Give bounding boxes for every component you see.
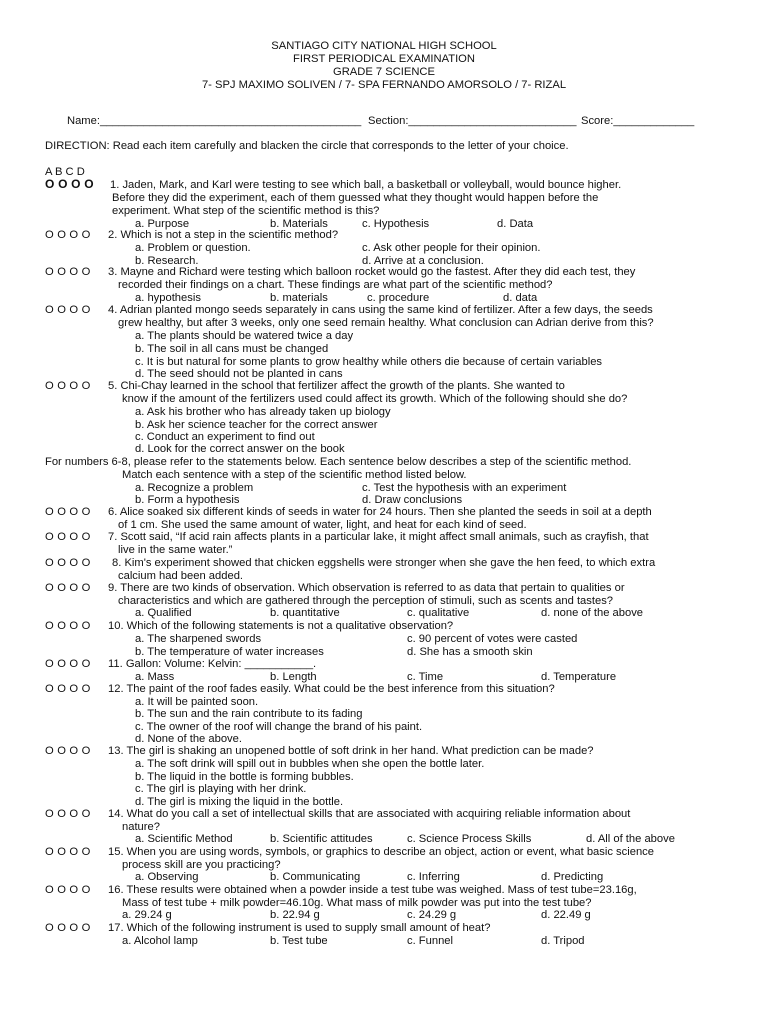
choice-b: b. 22.94 g <box>270 909 320 921</box>
question-3: 3. Mayne and Richard were testing which balloon rocket would go the fastest. After they did each test, they <box>108 266 636 278</box>
answer-bubbles[interactable]: O O O O <box>45 922 91 934</box>
choice-c: c. The owner of the roof will change the brand of his paint. <box>135 721 423 733</box>
choice-d: d. None of the above. <box>135 733 242 745</box>
choice-d: d. The girl is mixing the liquid in the bottle. <box>135 796 344 808</box>
choice-c: c. Science Process Skills <box>407 833 532 845</box>
choice-b: b. Form a hypothesis <box>135 494 240 506</box>
question-17: 17. Which of the following instrument is used to supply small amount of heat? <box>108 922 491 934</box>
direction: DIRECTION: Read each item carefully and blacken the circle that corresponds to the letter of your choice. <box>45 140 569 152</box>
question-3-cont: recorded their findings on a chart. These findings are what part of the scientific method? <box>118 279 553 291</box>
question-14: 14. What do you call a set of intellectual skills that are associated with acquiring reliable information about <box>108 808 631 820</box>
question-11: 11. Gallon: Volume: Kelvin: ___________. <box>108 658 317 670</box>
choice-a: a. It will be painted soon. <box>135 696 259 708</box>
choice-c: c. Hypothesis <box>362 218 430 230</box>
answer-bubbles[interactable]: O O O O <box>45 846 91 858</box>
answer-bubbles[interactable]: O O O O <box>45 582 91 594</box>
choice-c: c. Ask other people for their opinion. <box>362 242 541 254</box>
choice-b: b. The soil in all cans must be changed <box>135 343 329 355</box>
choice-b: b. The sun and the rain contribute to its fading <box>135 708 363 720</box>
section-list: 7- SPJ MAXIMO SOLIVEN / 7- SPA FERNANDO AMORSOLO / 7- RIZAL <box>201 79 567 91</box>
choice-d: d. Predicting <box>541 871 604 883</box>
choice-a: a. Qualified <box>135 607 192 619</box>
choice-a: a. The sharpened swords <box>135 633 262 645</box>
choice-d: d. Tripod <box>541 935 585 947</box>
question-7: 7. Scott said, “If acid rain affects plants in a particular lake, it might affect small animals, such as crayfish, that <box>108 531 649 543</box>
question-5: 5. Chi-Chay learned in the school that fertilizer affect the growth of the plants. She wanted to <box>108 380 565 392</box>
name-field[interactable]: Name:__________________________________________ <box>67 115 362 127</box>
question-1-cont: Before they did the experiment, each of them guessed what they thought would happen before the <box>112 192 599 204</box>
answer-bubbles[interactable]: O O O O <box>45 557 91 569</box>
choice-d: d. All of the above <box>586 833 675 845</box>
answer-bubbles[interactable]: O O O O <box>45 531 91 543</box>
choice-c: c. qualitative <box>407 607 470 619</box>
choice-b: b. Scientific attitudes <box>270 833 373 845</box>
answer-bubbles[interactable]: O O O O <box>45 808 91 820</box>
answer-key-header: A B C D <box>45 166 85 178</box>
choice-a: a. The plants should be watered twice a day <box>135 330 354 342</box>
question-12: 12. The paint of the roof fades easily. What could be the best inference from this situation? <box>108 683 555 695</box>
answer-bubbles[interactable]: O O O O <box>45 304 91 316</box>
score-field[interactable]: Score:_____________ <box>581 115 695 127</box>
question-6: 6. Alice soaked six different kinds of seeds in water for 24 hours. Then she planted the seeds in soil at a depth <box>108 506 652 518</box>
question-4: 4. Adrian planted mongo seeds separately in cans using the same kind of fertilizer. After a few days, the seeds <box>108 304 653 316</box>
choice-c: c. Test the hypothesis with an experiment <box>362 482 567 494</box>
question-8-cont: calcium had been added. <box>118 570 244 582</box>
choice-d: d. data <box>503 292 538 304</box>
choice-b: b. Research. <box>135 255 199 267</box>
question-8: 8. Kim's experiment showed that chicken eggshells were stronger when she gave the hen feed, to which extra <box>112 557 656 569</box>
choice-b: b. Communicating <box>270 871 361 883</box>
choice-a: a. Purpose <box>135 218 190 230</box>
choice-a: a. Observing <box>135 871 199 883</box>
choice-c: c. 90 percent of votes were casted <box>407 633 578 645</box>
choice-a: a. The soft drink will spill out in bubbles when she open the bottle later. <box>135 758 485 770</box>
question-15-cont: process skill are you practicing? <box>122 859 281 871</box>
choice-c: c. procedure <box>367 292 430 304</box>
match-instructions: For numbers 6-8, please refer to the statements below. Each sentence below describes a step of the scientific method. <box>45 456 632 468</box>
answer-bubbles[interactable]: O O O O <box>45 229 91 241</box>
choice-b: b. The temperature of water increases <box>135 646 324 658</box>
choice-b: b. Test tube <box>270 935 328 947</box>
choice-c: c. Funnel <box>407 935 454 947</box>
choice-d: d. The seed should not be planted in cans <box>135 368 343 380</box>
question-9: 9. There are two kinds of observation. Which observation is referred to as data that pertain to qualities or <box>108 582 625 594</box>
choice-b: b. materials <box>270 292 328 304</box>
choice-b: b. Length <box>270 671 317 683</box>
choice-c: c. Time <box>407 671 444 683</box>
answer-bubbles[interactable]: O O O O <box>45 745 91 757</box>
choice-a: a. Recognize a problem <box>135 482 254 494</box>
match-instructions-cont: Match each sentence with a step of the scientific method listed below. <box>122 469 467 481</box>
question-9-cont: characteristics and which are gathered through the perception of stimuli, such as scents and tastes? <box>118 595 614 607</box>
choice-a: a. Scientific Method <box>135 833 233 845</box>
choice-d: d. 22.49 g <box>541 909 591 921</box>
answer-bubbles[interactable]: O O O O <box>45 380 91 392</box>
choice-d: d. Look for the correct answer on the book <box>135 443 345 455</box>
answer-bubbles[interactable]: O O O O <box>45 884 91 896</box>
exam-title: FIRST PERIODICAL EXAMINATION <box>293 53 475 65</box>
question-5-cont: know if the amount of the fertilizers used could affect its growth. Which of the following should she do? <box>122 393 628 405</box>
choice-c: c. It is but natural for some plants to grow healthy while others die because of certain variables <box>135 356 603 368</box>
choice-b: b. Ask her science teacher for the correct answer <box>135 419 378 431</box>
answer-bubbles[interactable]: O O O O <box>45 658 91 670</box>
answer-bubbles[interactable]: O O O O <box>45 177 94 191</box>
choice-c: c. 24.29 g <box>407 909 457 921</box>
question-4-cont: grew healthy, but after 3 weeks, only one seed remain healthy. What conclusion can Adrian derive from this? <box>118 317 654 329</box>
section-field[interactable]: Section:___________________________ <box>368 115 577 127</box>
question-10: 10. Which of the following statements is not a qualitative observation? <box>108 620 454 632</box>
question-1-cont: experiment. What step of the scientific method is this? <box>112 205 380 217</box>
answer-bubbles[interactable]: O O O O <box>45 683 91 695</box>
choice-d: d. Temperature <box>541 671 617 683</box>
choice-a: a. Problem or question. <box>135 242 251 254</box>
choice-a: a. hypothesis <box>135 292 201 304</box>
question-14-cont: nature? <box>122 821 160 833</box>
question-1: 1. Jaden, Mark, and Karl were testing to see which ball, a basketball or volleyball, would bounce higher. <box>110 179 622 191</box>
question-16-cont: Mass of test tube + milk powder=46.10g. What mass of milk powder was put into the test tube? <box>122 897 592 909</box>
answer-bubbles[interactable]: O O O O <box>45 620 91 632</box>
choice-a: a. Mass <box>135 671 175 683</box>
question-2: 2. Which is not a step in the scientific method? <box>108 229 339 241</box>
choice-a: a. Ask his brother who has already taken up biology <box>135 406 391 418</box>
question-6-cont: of 1 cm. She used the same amount of water, light, and heat for each kind of seed. <box>118 519 527 531</box>
answer-bubbles[interactable]: O O O O <box>45 506 91 518</box>
choice-d: d. Arrive at a conclusion. <box>362 255 484 267</box>
question-7-cont: live in the same water.” <box>118 544 233 556</box>
choice-a: a. Alcohol lamp <box>122 935 198 947</box>
choice-b: b. quantitative <box>270 607 340 619</box>
question-15: 15. When you are using words, symbols, or graphics to describe an object, action or event, what basic science <box>108 846 654 858</box>
answer-bubbles[interactable]: O O O O <box>45 266 91 278</box>
choice-b: b. The liquid in the bottle is forming bubbles. <box>135 771 354 783</box>
question-16: 16. These results were obtained when a powder inside a test tube was weighed. Mass of test tube=23.16g, <box>108 884 637 896</box>
choice-c: c. Conduct an experiment to find out <box>135 431 315 443</box>
subject-title: GRADE 7 SCIENCE <box>333 66 435 78</box>
choice-b: b. Materials <box>270 218 328 230</box>
question-13: 13. The girl is shaking an unopened bottle of soft drink in her hand. What prediction can be made? <box>108 745 594 757</box>
choice-a: a. 29.24 g <box>122 909 172 921</box>
choice-d: d. Draw conclusions <box>362 494 463 506</box>
choice-d: d. Data <box>497 218 534 230</box>
school-name: SANTIAGO CITY NATIONAL HIGH SCHOOL <box>271 40 497 52</box>
choice-c: c. The girl is playing with her drink. <box>135 783 307 795</box>
choice-d: d. none of the above <box>541 607 644 619</box>
choice-d: d. She has a smooth skin <box>407 646 533 658</box>
choice-c: c. Inferring <box>407 871 460 883</box>
